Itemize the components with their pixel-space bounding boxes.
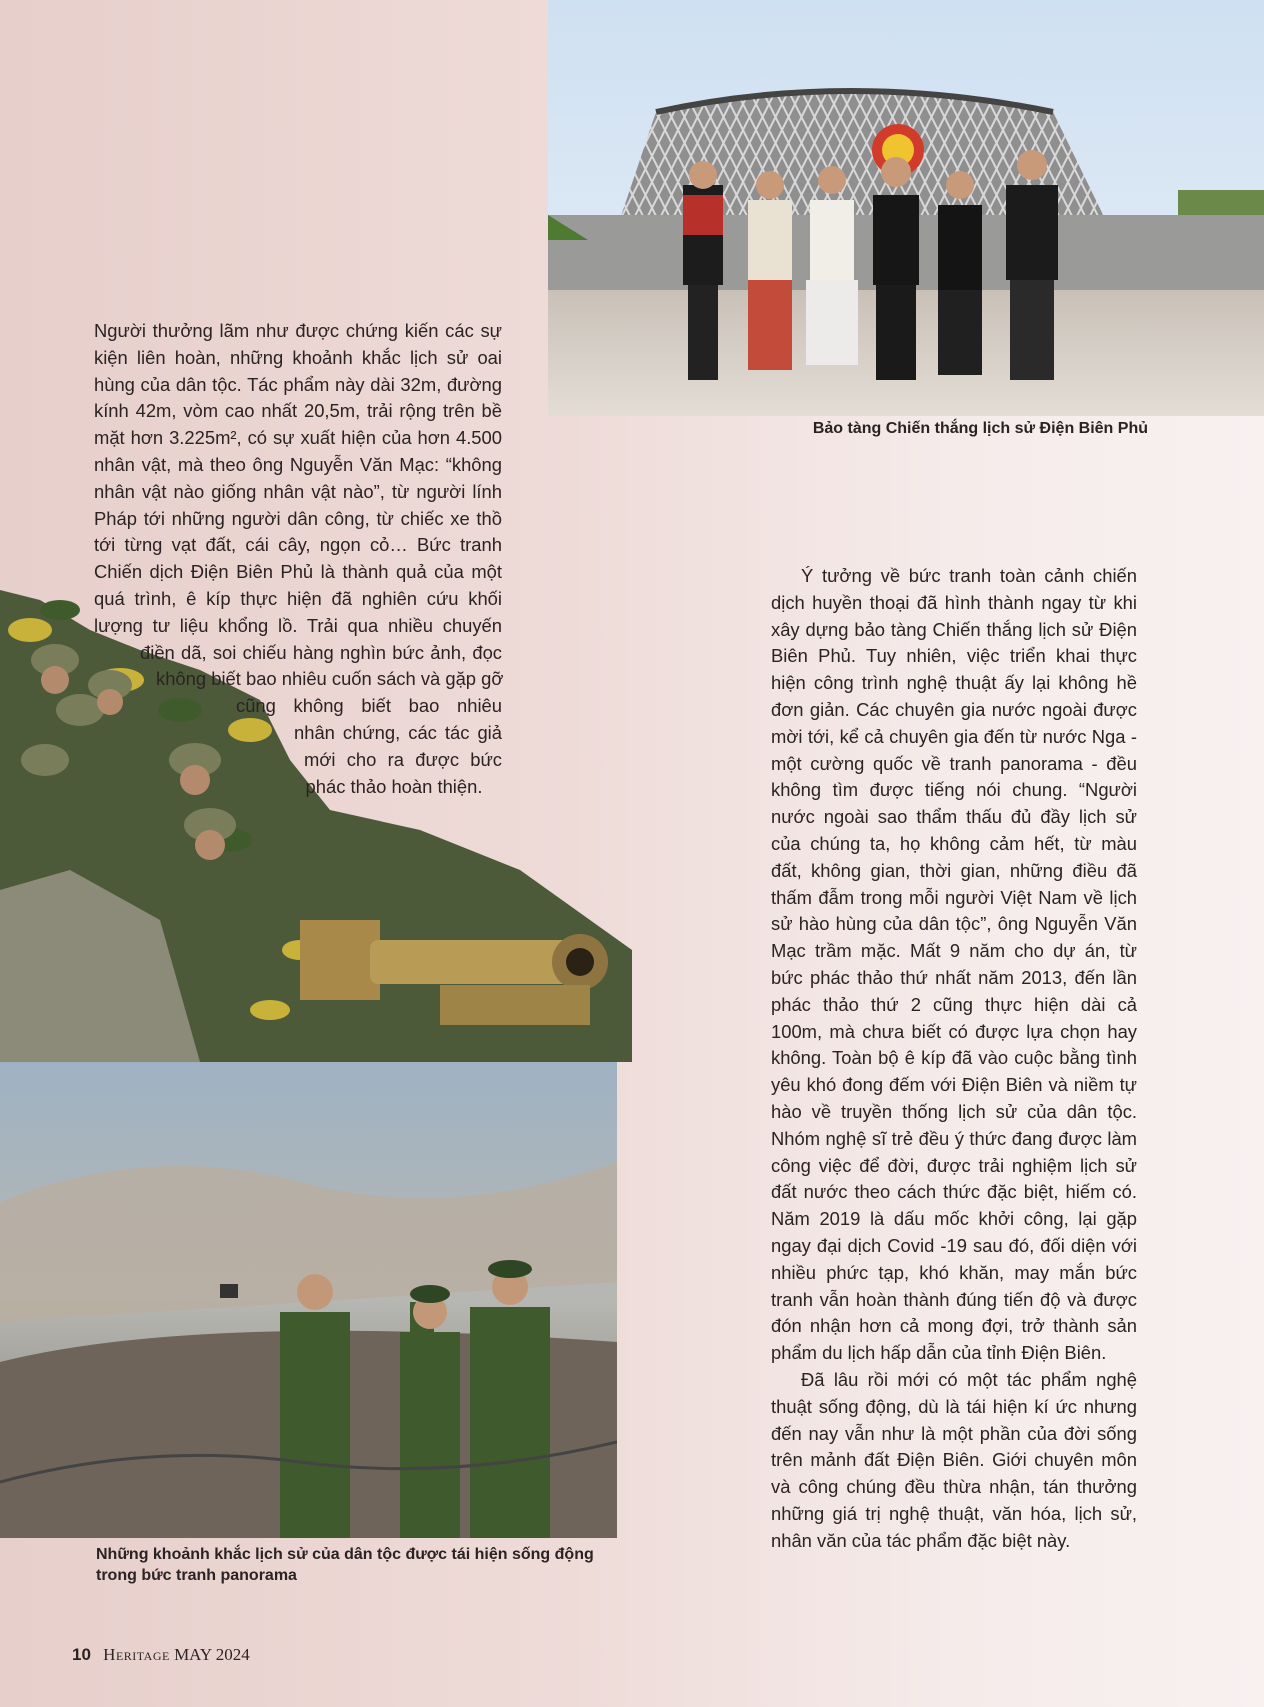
museum-photo bbox=[548, 0, 1264, 416]
left-text-line: hùng của dân tộc. Tác phẩm này dài 32m, đường bbox=[94, 373, 502, 395]
left-text-line: Pháp tới những người dân công, từ chiếc xe thồ bbox=[94, 507, 502, 529]
issue-date: MAY 2024 bbox=[174, 1645, 250, 1664]
left-text-line: không biết bao nhiêu cuốn sách và gặp gỡ bbox=[156, 668, 504, 690]
left-text-line: mới cho ra được bức bbox=[304, 748, 502, 770]
left-text-line: Người thưởng lãm như được chứng kiến các sự bbox=[94, 320, 502, 341]
magazine-name: Heritage bbox=[103, 1645, 170, 1664]
left-text-line: mặt hơn 3.225m², có sự xuất hiện của hơn 4.500 bbox=[94, 427, 502, 449]
left-text-line: kính 42m, vòm cao nhất 20,5m, trải rộng trên bề bbox=[94, 400, 502, 422]
left-text-line: điền dã, soi chiếu hàng nghìn bức ảnh, đọc bbox=[140, 641, 502, 663]
left-text-line: tới từng vạt đất, cái cây, ngọn cỏ… Bức tranh bbox=[94, 534, 502, 556]
paragraph: Ý tưởng về bức tranh toàn cảnh chiến dịch huyền thoại đã hình thành ngay từ khi xây dựng bảo tàng Chiến thắng lịch sử Điện Biên Phủ. Tuy nhiên, việc triển khai thực hiện công trình nghệ thuật ấy lại không hề đơn giản. Các chuyên gia nước ngoài được mời tới, kể cả chuyên gia đến từ nước Nga - một cường quốc về tranh panorama - đều không tìm được tiếng nói chung. “Người nước ngoài sao thẩm thấu đủ đầy lịch sử của chúng ta, họ không cảm hết, từ màu đất, không gian, thời gian, những điều đã thấm đẫm trong mỗi người Việt Nam về lịch sử hào hùng của dân tộc”, ông Nguyễn Văn Mạc trầm mặc. Mất 9 năm cho dự án, từ bức phác thảo thứ nhất năm 2013, đến lần phác thảo thứ 2 cũng thực hiện dài cả 100m, mà chưa biết có được lựa chọn hay không. Toàn bộ ê kíp đã vào cuộc bằng tình yêu khó đong đếm với Điện Biên và niềm tự hào về truyền thống lịch sử của dân tộc. Nhóm nghệ sĩ trẻ đều ý thức đang được làm công việc để đời, được trải nghiệm lịch sử đất nước theo cách thức đặc biệt, hiếm có. Năm 2019 là dấu mốc khởi công, lại gặp ngay đại dịch Covid -19 sau đó, đối diện với nhiều phức tạp, khó khăn, may mắn bức tranh vẫn hoàn thành đúng tiến độ và được đón nhận hơn cả mong đợi, trở thành sản phẩm du lịch hấp dẫn của tỉnh Điện Biên. bbox=[771, 565, 1137, 1364]
left-text-line: Chiến dịch Điện Biên Phủ là thành quả của một bbox=[94, 561, 502, 583]
left-text-line: cũng không biết bao nhiêu bbox=[236, 695, 502, 717]
left-text-line: nhân vật nào giống nhân vật nào”, từ người lính bbox=[94, 480, 502, 502]
left-text-line: phác thảo hoàn thiện. bbox=[305, 775, 483, 797]
left-text-line: nhân chứng, các tác giả bbox=[294, 721, 502, 743]
left-text-column bbox=[94, 318, 502, 800]
paragraph: Đã lâu rồi mới có một tác phẩm nghệ thuật sống động, dù là tái hiện kí ức nhưng đến nay vẫn như là một phần của đời sống trên mảnh đất Điện Biên. Giới chuyên môn và công chúng đều thừa nhận, tán thưởng những giá trị nghệ thuật, văn hóa, lịch sử, nhân văn của tác phẩm đặc biệt này. bbox=[771, 1368, 1137, 1551]
panorama-visitors-photo bbox=[0, 1062, 617, 1538]
right-text-column bbox=[771, 563, 1137, 1554]
page-footer bbox=[72, 1645, 250, 1665]
left-text-line: nhân vật, mà theo ông Nguyễn Văn Mạc: “không bbox=[94, 453, 502, 475]
left-text-line: kiện liên hoàn, những khoảnh khắc lịch sử oai bbox=[94, 346, 502, 368]
page-number: 10 bbox=[72, 1645, 91, 1664]
panorama-photo-caption: Những khoảnh khắc lịch sử của dân tộc được tái hiện sống động trong bức tranh panorama bbox=[96, 1546, 594, 1584]
left-text-line: lượng tư liệu khổng lồ. Trải qua nhiều chuyến bbox=[94, 614, 502, 636]
left-text-line: quá trình, ê kíp thực hiện đã nghiên cứu khối bbox=[94, 587, 502, 609]
museum-photo-caption: Bảo tàng Chiến thắng lịch sử Điện Biên Phủ bbox=[812, 420, 1148, 437]
